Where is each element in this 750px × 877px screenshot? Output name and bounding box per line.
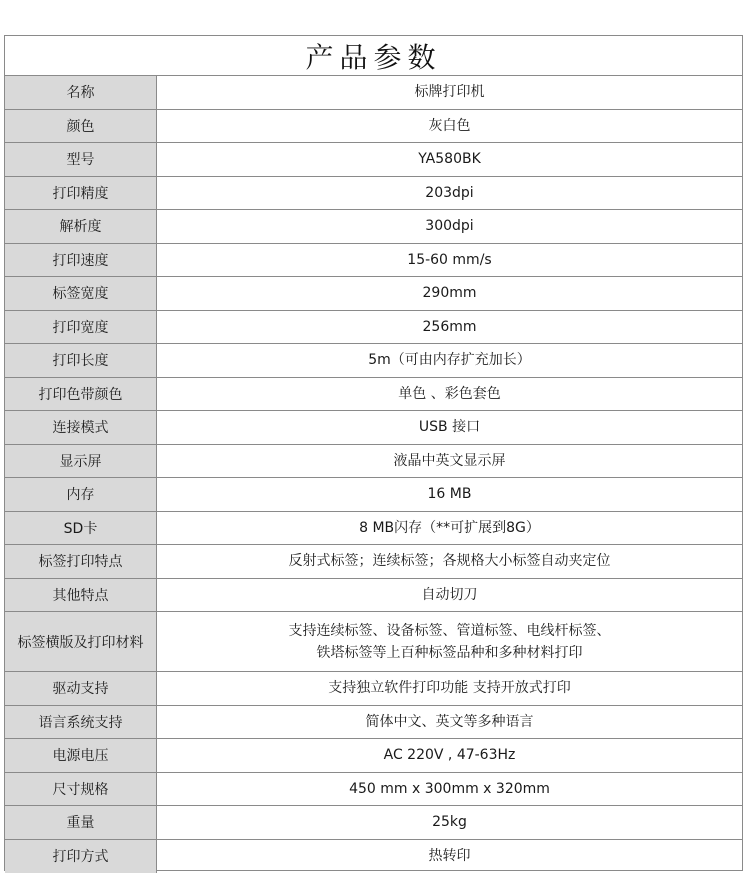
spec-row [5,579,742,613]
spec-value: 300dpi [425,218,474,235]
spec-row [5,378,742,412]
spec-row [5,545,742,579]
spec-row [5,445,742,479]
spec-row [5,840,742,874]
spec-value: 16 MB [427,486,472,503]
spec-label: 标签横版及打印材料 [5,612,157,671]
spec-value: 灰白色 [428,117,471,134]
spec-row [5,277,742,311]
spec-label: 打印精度 [5,177,157,210]
spec-row [5,76,742,110]
spec-value: 热转印 [428,848,471,865]
spec-table [5,76,742,873]
spec-label: 连接模式 [5,411,157,444]
spec-value: 25kg [432,814,467,831]
spec-row [5,773,742,807]
spec-row [5,612,742,672]
spec-value: 自动切刀 [421,586,478,603]
spec-value: 液晶中英文显示屏 [393,452,506,469]
spec-label: 内存 [5,478,157,511]
spec-value: YA580BK [418,151,481,168]
spec-value: 标牌打印机 [414,84,485,101]
spec-label: 解析度 [5,210,157,243]
spec-value: AC 220V , 47-63Hz [383,747,516,764]
spec-label: 电源电压 [5,739,157,772]
spec-label: 打印长度 [5,344,157,377]
spec-row [5,344,742,378]
spec-label: SD卡 [5,512,157,545]
spec-row [5,210,742,244]
spec-row [5,706,742,740]
spec-label: 打印速度 [5,244,157,277]
spec-row [5,806,742,840]
spec-label: 打印色带颜色 [5,378,157,411]
spec-row [5,512,742,546]
spec-value: 单色 、彩色套色 [398,385,501,402]
spec-value: 5m（可由内存扩充加长） [368,352,531,369]
spec-label: 重量 [5,806,157,839]
spec-row [5,244,742,278]
spec-label: 名称 [5,76,157,109]
spec-label: 标签宽度 [5,277,157,310]
spec-sheet [4,35,743,871]
spec-label: 打印宽度 [5,311,157,344]
spec-row [5,143,742,177]
spec-row [5,311,742,345]
spec-row [5,411,742,445]
spec-label: 驱动支持 [5,672,157,705]
spec-row [5,177,742,211]
spec-label: 标签打印特点 [5,545,157,578]
title-row [5,36,742,76]
spec-row [5,672,742,706]
spec-row [5,739,742,773]
spec-row [5,478,742,512]
spec-label: 其他特点 [5,579,157,612]
spec-label: 语言系统支持 [5,706,157,739]
spec-value: 290mm [422,285,477,302]
spec-value: 支持连续标签、设备标签、管道标签、电线杆标签、 铁塔标签等上百种标签品种和多种材料打印 [288,622,611,661]
spec-label: 显示屏 [5,445,157,478]
spec-value: 支持独立软件打印功能 支持开放式打印 [328,680,571,697]
spec-row [5,110,742,144]
spec-label: 颜色 [5,110,157,143]
page-title: 产品参数 [305,40,442,74]
spec-label: 打印方式 [5,840,157,874]
spec-value: 简体中文、英文等多种语言 [365,713,534,730]
spec-value: 256mm [422,318,477,335]
spec-value: 15-60 mm/s [407,251,492,268]
spec-value: 反射式标签；连续标签；各规格大小标签自动夹定位 [288,553,611,570]
spec-value: USB 接口 [418,419,481,436]
spec-label: 尺寸规格 [5,773,157,806]
spec-label: 型号 [5,143,157,176]
spec-value: 203dpi [425,184,474,201]
spec-value: 450 mm x 300mm x 320mm [349,780,550,797]
spec-value: 8 MB闪存（**可扩展到8G） [359,519,540,536]
